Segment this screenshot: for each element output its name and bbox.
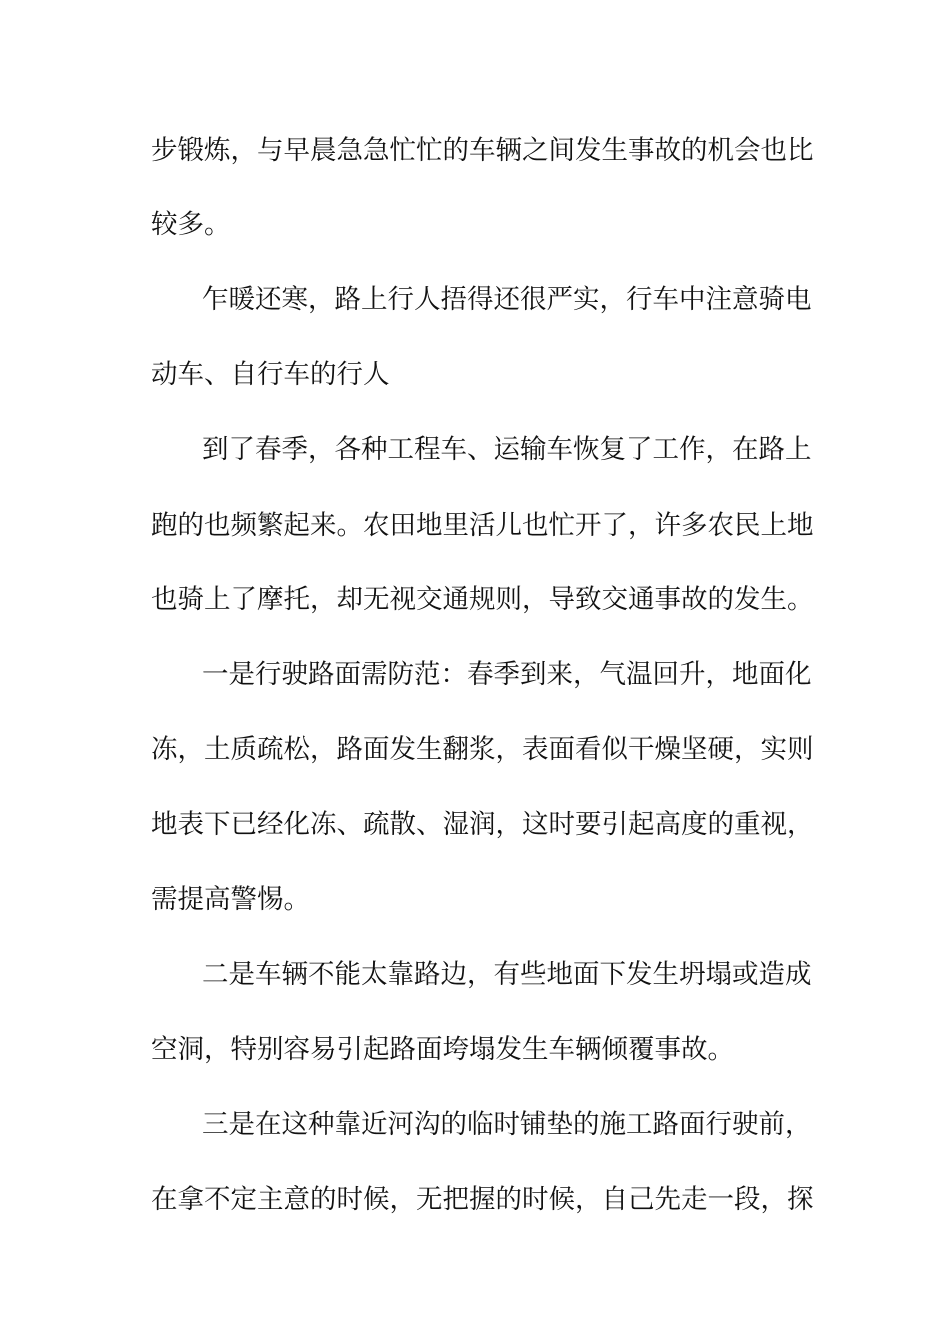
text-line-11: 需提高警惕。 — [151, 884, 310, 915]
text-line-15: 在拿不定主意的时候，无把握的时候，自己先走一段，探 — [151, 1184, 814, 1215]
text-line-2: 较多。 — [151, 209, 231, 240]
text-line-7: 也骑上了摩托，却无视交通规则，导致交通事故的发生。 — [151, 584, 814, 615]
text-line-10: 地表下已经化冻、疏散、湿润，这时要引起高度的重视， — [151, 809, 814, 840]
text-line-1: 步锻炼，与早晨急急忙忙的车辆之间发生事故的机会也比 — [151, 135, 814, 166]
text-line-14: 三是在这种靠近河沟的临时铺垫的施工路面行驶前， — [202, 1109, 812, 1140]
text-line-5: 到了春季，各种工程车、运输车恢复了工作，在路上 — [202, 434, 812, 465]
text-line-3: 乍暖还寒，路上行人捂得还很严实，行车中注意骑电 — [202, 284, 812, 315]
text-line-12: 二是车辆不能太靠路边，有些地面下发生坍塌或造成 — [202, 959, 812, 990]
text-line-8: 一是行驶路面需防范：春季到来，气温回升，地面化 — [202, 659, 812, 690]
text-line-9: 冻，土质疏松，路面发生翻浆，表面看似干燥坚硬，实则 — [151, 734, 814, 765]
text-line-6: 跑的也频繁起来。农田地里活儿也忙开了，许多农民上地 — [151, 510, 814, 541]
text-line-4: 动车、自行车的行人 — [151, 359, 390, 390]
text-line-13: 空洞，特别容易引起路面垮塌发生车辆倾覆事故。 — [151, 1034, 734, 1065]
